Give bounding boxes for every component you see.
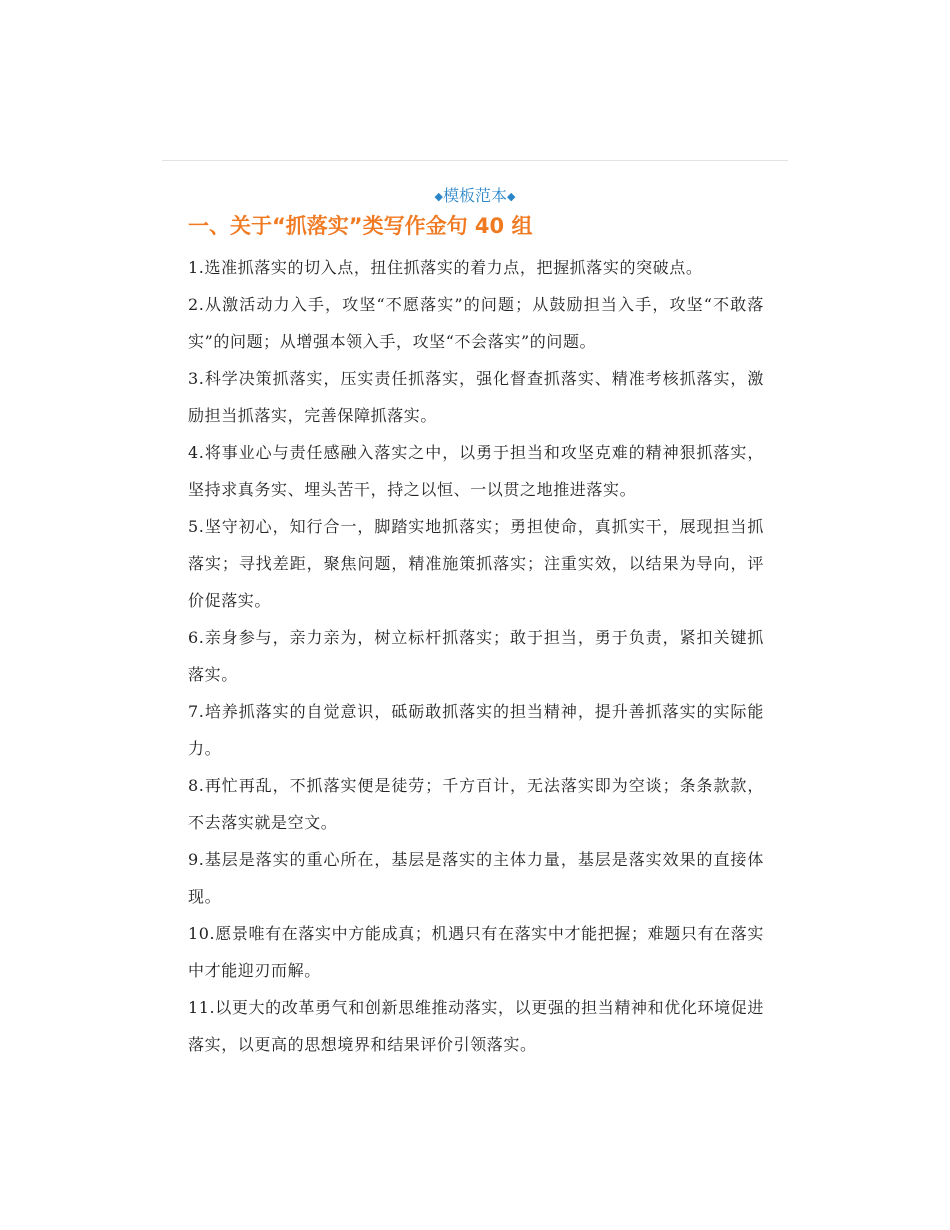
list-item: 2.从激活动力入手，攻坚“不愿落实”的问题；从鼓励担当入手，攻坚“不敢落实”的问题；从增强本领入手，攻坚“不会落实”的问题。 xyxy=(188,295,764,351)
section-badge xyxy=(0,185,950,208)
list-item: 8.再忙再乱，不抓落实便是徒劳；千方百计，无法落实即为空谈；条条款款，不去落实就是空文。 xyxy=(188,776,764,832)
badge-label: 模板范本 xyxy=(442,186,507,205)
list-item: 7.培养抓落实的自觉意识，砥砺敢抓落实的担当精神，提升善抓落实的实际能力。 xyxy=(188,702,764,758)
section-heading: 一、关于“抓落实”类写作金句 40 组 xyxy=(188,214,533,238)
list-item: 1.选准抓落实的切入点，扭住抓落实的着力点，把握抓落实的突破点。 xyxy=(188,258,703,277)
list-item: 3.科学决策抓落实，压实责任抓落实，强化督查抓落实、精准考核抓落实，激励担当抓落实，完善保障抓落实。 xyxy=(188,369,764,425)
diamond-icon-right: ◆ xyxy=(507,190,516,203)
list-item: 10.愿景唯有在落实中方能成真；机遇只有在落实中才能把握；难题只有在落实中才能迎刃而解。 xyxy=(188,924,764,980)
list-item: 11.以更大的改革勇气和创新思维推动落实，以更强的担当精神和优化环境促进落实，以更高的思想境界和结果评价引领落实。 xyxy=(188,998,764,1054)
list-item: 5.坚守初心，知行合一，脚踏实地抓落实；勇担使命，真抓实干，展现担当抓落实；寻找差距，聚焦问题，精准施策抓落实；注重实效，以结果为导向，评价促落实。 xyxy=(188,517,764,610)
diamond-icon-left: ◆ xyxy=(434,190,443,203)
list-item: 4.将事业心与责任感融入落实之中，以勇于担当和攻坚克难的精神狠抓落实，坚持求真务实、埋头苦干，持之以恒、一以贯之地推进落实。 xyxy=(188,443,764,499)
top-divider xyxy=(162,160,788,161)
sentence-list xyxy=(188,249,764,1063)
list-item: 9.基层是落实的重心所在，基层是落实的主体力量，基层是落实效果的直接体现。 xyxy=(188,850,764,906)
list-item: 6.亲身参与，亲力亲为，树立标杆抓落实；敢于担当，勇于负责，紧扣关键抓落实。 xyxy=(188,628,764,684)
